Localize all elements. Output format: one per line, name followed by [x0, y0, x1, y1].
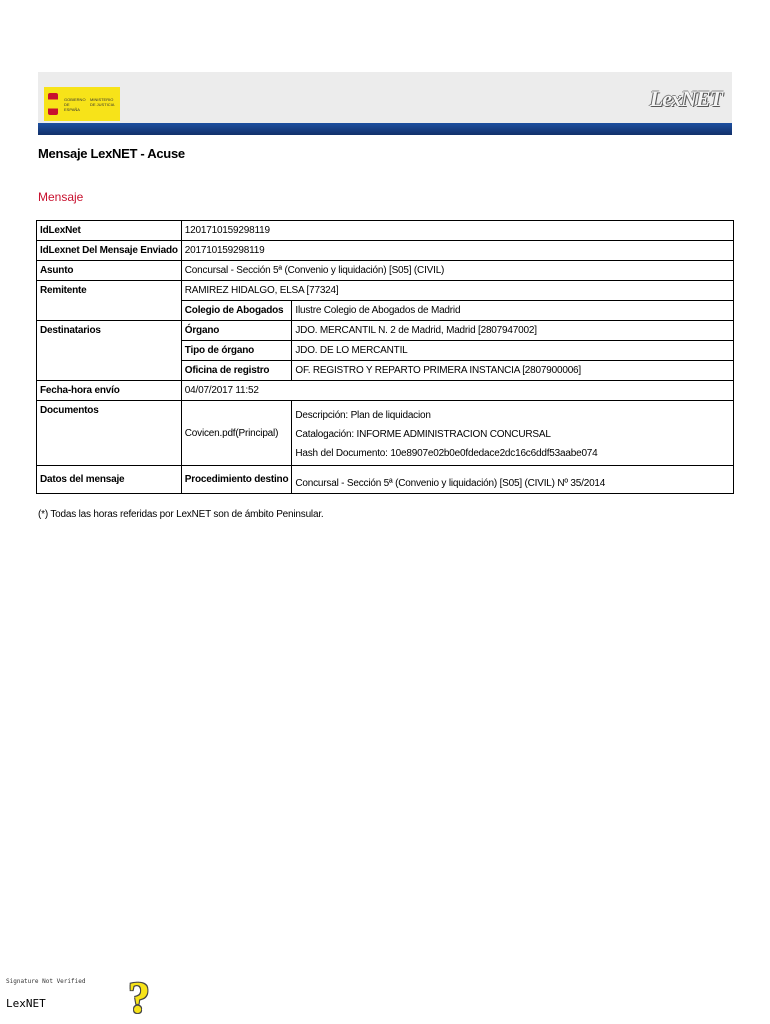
sub-value: Ilustre Colegio de Abogados de Madrid	[292, 301, 734, 321]
lexnet-logo: LexNET	[649, 86, 722, 111]
page-header	[38, 72, 732, 135]
page-title: Mensaje LexNET - Acuse	[38, 146, 185, 161]
row-label: Documentos	[37, 401, 182, 466]
row-label: Remitente	[37, 281, 182, 321]
question-mark-icon[interactable]: ?	[128, 973, 150, 1022]
row-label: Fecha-hora envío	[37, 381, 182, 401]
sub-label: Procedimiento destino	[181, 466, 292, 494]
sub-value: JDO. DE LO MERCANTIL	[292, 341, 734, 361]
table-row	[37, 261, 734, 281]
sub-label: Órgano	[181, 321, 292, 341]
coat-of-arms-icon	[48, 93, 58, 115]
document-catalog: Catalogación: INFORME ADMINISTRACION CONCURSAL	[295, 429, 551, 440]
document-details	[292, 401, 734, 466]
emblem-line1: GOBIERNO DE ESPAÑA	[64, 97, 86, 112]
header-bar	[38, 123, 732, 135]
signature-status: Signature Not Verified	[6, 978, 86, 985]
government-emblem	[44, 87, 120, 121]
table-row	[37, 401, 734, 466]
row-value: 04/07/2017 11:52	[181, 381, 733, 401]
row-value: 1201710159298119	[181, 221, 733, 241]
table-row	[37, 281, 734, 301]
row-label: IdLexNet	[37, 221, 182, 241]
row-value: RAMIREZ HIDALGO, ELSA [77324]	[181, 281, 733, 301]
table-row	[37, 241, 734, 261]
sub-value: OF. REGISTRO Y REPARTO PRIMERA INSTANCIA [2807900006]	[292, 361, 734, 381]
sub-label: Oficina de registro	[181, 361, 292, 381]
row-value: 201710159298119	[181, 241, 733, 261]
table-row	[37, 321, 734, 341]
signature-name: LexNET	[6, 997, 46, 1010]
row-value: Concursal - Sección 5ª (Convenio y liquidación) [S05] (CIVIL)	[181, 261, 733, 281]
row-label: Destinatarios	[37, 321, 182, 381]
sub-value: JDO. MERCANTIL N. 2 de Madrid, Madrid [2807947002]	[292, 321, 734, 341]
row-label: Asunto	[37, 261, 182, 281]
document-hash: Hash del Documento: 10e8907e02b0e0fdedace2dc16c6ddf53aabe074	[295, 448, 598, 459]
emblem-line2: MINISTERIO DE JUSTICIA	[90, 97, 115, 107]
row-label: IdLexnet Del Mensaje Enviado	[37, 241, 182, 261]
document-description: Descripción: Plan de liquidacion	[295, 410, 431, 421]
sub-value: Concursal - Sección 5ª (Convenio y liquidación) [S05] (CIVIL) Nº 35/2014	[292, 466, 734, 494]
message-table	[36, 220, 734, 494]
table-row	[37, 466, 734, 494]
sub-label: Colegio de Abogados	[181, 301, 292, 321]
document-file: Covicen.pdf(Principal)	[181, 401, 292, 466]
sub-label: Tipo de órgano	[181, 341, 292, 361]
table-row	[37, 381, 734, 401]
footnote: (*) Todas las horas referidas por LexNET son de ámbito Peninsular.	[38, 509, 324, 520]
section-heading: Mensaje	[38, 190, 84, 204]
row-label: Datos del mensaje	[37, 466, 182, 494]
table-row	[37, 221, 734, 241]
